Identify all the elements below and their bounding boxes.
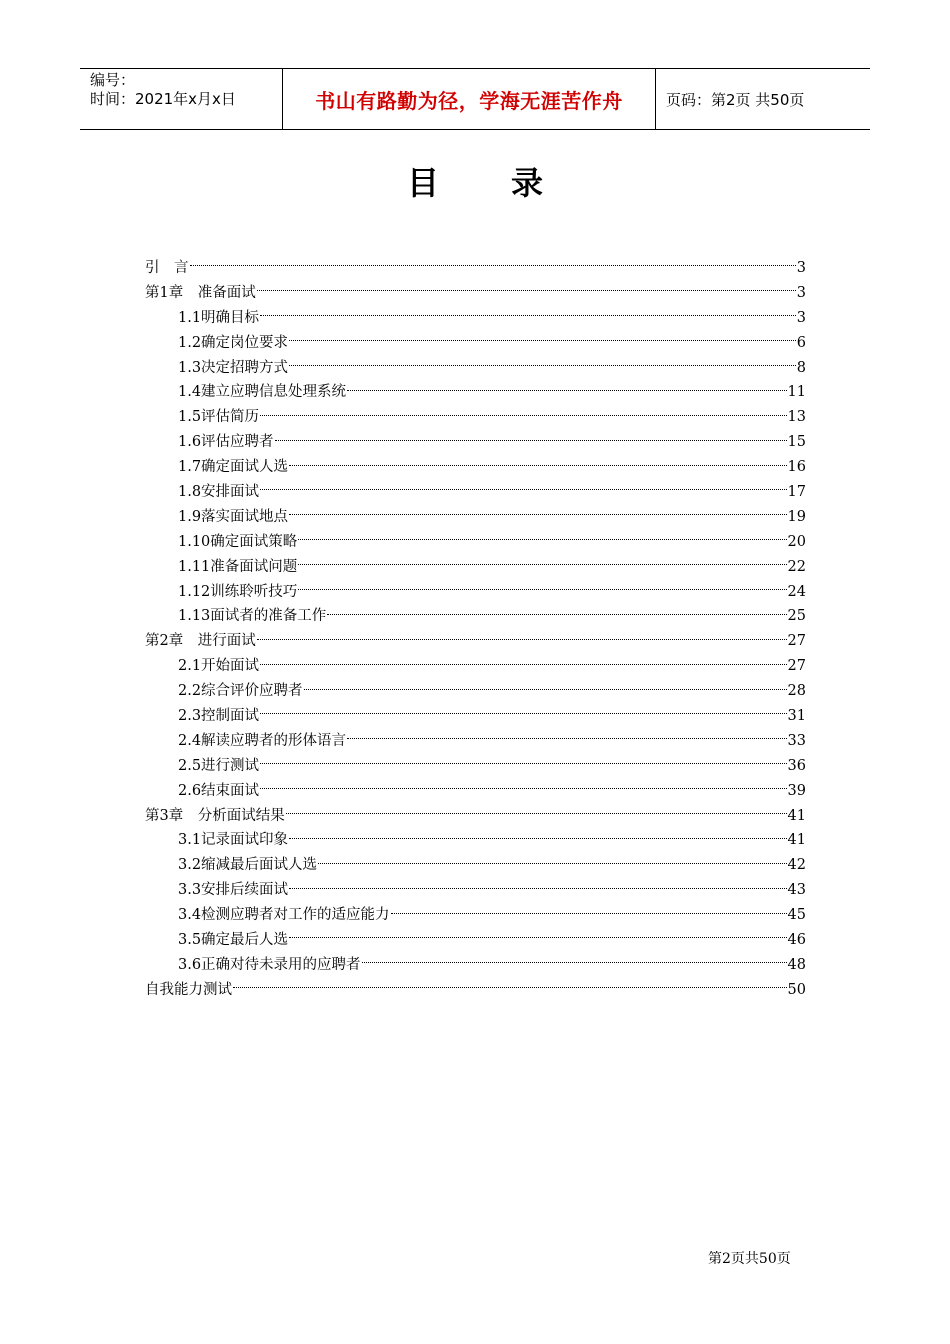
- toc-entry[interactable]: [145, 654, 806, 679]
- toc-entry[interactable]: [145, 356, 806, 381]
- toc-entry-label: 1.13面试者的准备工作: [178, 608, 327, 625]
- toc-entry-label: 1.10确定面试策略: [178, 533, 298, 550]
- toc-leader-dots: [260, 488, 786, 490]
- toc-entry[interactable]: [145, 380, 806, 405]
- toc-entry-label: 1.5评估简历: [178, 409, 260, 426]
- toc-entry[interactable]: [145, 331, 806, 356]
- toc-entry-page: 3: [796, 260, 806, 276]
- toc-entry[interactable]: [145, 580, 806, 605]
- toc-entry-label: 3.4检测应聘者对工作的适应能力: [178, 907, 390, 924]
- toc-entry-page: 43: [787, 882, 806, 899]
- header-page-info: 页码：第2页 共50页: [666, 90, 805, 109]
- toc-entry-page: 3: [796, 284, 806, 301]
- toc-leader-dots: [260, 663, 786, 665]
- toc-entry-label: 3.1记录面试印象: [178, 832, 289, 849]
- page-footer: 第2页共50页: [708, 1251, 791, 1267]
- toc-entry[interactable]: [145, 306, 806, 331]
- title-right-char: 录: [511, 164, 544, 202]
- table-of-contents: [145, 256, 806, 1003]
- toc-entry-label: 第1章 准备面试: [145, 284, 256, 301]
- toc-entry-page: 50: [787, 981, 806, 998]
- toc-entry-page: 20: [787, 533, 806, 550]
- toc-entry-page: 48: [787, 956, 806, 973]
- toc-entry-page: 27: [787, 658, 806, 675]
- toc-leader-dots: [318, 862, 786, 864]
- toc-entry[interactable]: [145, 953, 806, 978]
- toc-entry-label: 3.3安排后续面试: [178, 882, 289, 899]
- toc-entry[interactable]: [145, 779, 806, 804]
- toc-entry[interactable]: [145, 754, 806, 779]
- toc-entry-page: 22: [787, 558, 806, 575]
- toc-entry-page: 24: [787, 583, 806, 600]
- toc-leader-dots: [347, 737, 786, 739]
- toc-entry-label: 1.11准备面试问题: [178, 558, 298, 575]
- toc-entry-label: 1.9落实面试地点: [178, 508, 289, 525]
- page-title: [0, 158, 950, 204]
- toc-entry[interactable]: [145, 978, 806, 1003]
- toc-entry-label: 2.4解读应聘者的形体语言: [178, 732, 347, 749]
- toc-leader-dots: [286, 812, 787, 814]
- toc-entry-page: 3: [796, 309, 806, 326]
- toc-leader-dots: [298, 538, 786, 540]
- toc-leader-dots: [257, 289, 796, 291]
- toc-leader-dots: [260, 787, 786, 789]
- toc-entry[interactable]: [145, 256, 806, 281]
- toc-entry-label: 1.3决定招聘方式: [178, 359, 289, 376]
- toc-entry-page: 31: [787, 708, 806, 725]
- toc-entry-label: 2.1开始面试: [178, 658, 260, 675]
- toc-entry-label: 2.2综合评价应聘者: [178, 683, 303, 700]
- toc-leader-dots: [190, 264, 796, 266]
- header-motto: 书山有路勤为径，学海无涯苦作舟: [282, 69, 656, 129]
- toc-entry-page: 15: [787, 434, 806, 451]
- toc-entry[interactable]: [145, 455, 806, 480]
- toc-entry[interactable]: [145, 505, 806, 530]
- toc-entry-page: 28: [787, 683, 806, 700]
- toc-leader-dots: [289, 887, 786, 889]
- toc-entry-page: 8: [796, 359, 806, 376]
- toc-entry[interactable]: [145, 928, 806, 953]
- toc-entry-page: 45: [787, 907, 806, 924]
- toc-entry-page: 27: [787, 633, 806, 650]
- toc-entry[interactable]: [145, 679, 806, 704]
- toc-leader-dots: [260, 712, 786, 714]
- toc-entry-page: 25: [787, 608, 806, 625]
- page-header: [80, 68, 870, 130]
- toc-leader-dots: [362, 961, 787, 963]
- toc-entry-label: 2.5进行测试: [178, 757, 260, 774]
- toc-entry-label: 1.7确定面试人选: [178, 459, 289, 476]
- title-left-char: 目: [406, 164, 439, 202]
- toc-entry[interactable]: [145, 430, 806, 455]
- toc-entry-label: 3.2缩减最后面试人选: [178, 857, 318, 874]
- toc-leader-dots: [275, 439, 787, 441]
- toc-entry-page: 13: [787, 409, 806, 426]
- toc-entry-page: 42: [787, 857, 806, 874]
- toc-leader-dots: [298, 563, 786, 565]
- toc-entry-page: 36: [787, 757, 806, 774]
- toc-entry[interactable]: [145, 480, 806, 505]
- toc-leader-dots: [257, 638, 787, 640]
- toc-entry-page: 41: [787, 807, 806, 824]
- toc-leader-dots: [260, 762, 786, 764]
- toc-entry[interactable]: [145, 629, 806, 654]
- document-time-label: 时间：2021年x月x日: [90, 90, 236, 108]
- toc-entry-label: 第3章 分析面试结果: [145, 807, 285, 824]
- toc-entry-page: 19: [787, 508, 806, 525]
- toc-entry-label: 2.3控制面试: [178, 708, 260, 725]
- toc-entry[interactable]: [145, 604, 806, 629]
- toc-entry-page: 46: [787, 932, 806, 949]
- toc-leader-dots: [347, 389, 786, 391]
- toc-entry-label: 1.1明确目标: [178, 309, 260, 326]
- toc-leader-dots: [289, 837, 786, 839]
- header-meta: [80, 69, 282, 129]
- toc-leader-dots: [304, 688, 787, 690]
- toc-entry-label: 3.6正确对待未录用的应聘者: [178, 956, 361, 973]
- toc-leader-dots: [289, 364, 796, 366]
- toc-entry-label: 1.4建立应聘信息处理系统: [178, 384, 347, 401]
- toc-entry-page: 17: [787, 484, 806, 501]
- toc-leader-dots: [289, 936, 786, 938]
- toc-entry-label: 2.6结束面试: [178, 782, 260, 799]
- toc-entry[interactable]: [145, 530, 806, 555]
- toc-leader-dots: [289, 513, 786, 515]
- toc-entry[interactable]: [145, 555, 806, 580]
- toc-leader-dots: [233, 986, 787, 988]
- toc-entry-label: 1.6评估应聘者: [178, 434, 274, 451]
- toc-entry-label: 1.2确定岗位要求: [178, 334, 289, 351]
- toc-entry-label: 1.8安排面试: [178, 484, 260, 501]
- toc-entry-page: 33: [787, 732, 806, 749]
- toc-entry[interactable]: [145, 704, 806, 729]
- toc-entry-label: 自我能力测试: [145, 981, 232, 998]
- toc-entry-page: 16: [787, 459, 806, 476]
- toc-entry[interactable]: [145, 878, 806, 903]
- toc-entry[interactable]: [145, 903, 806, 928]
- toc-entry-label: 3.5确定最后人选: [178, 932, 289, 949]
- toc-entry[interactable]: [145, 729, 806, 754]
- toc-entry[interactable]: [145, 853, 806, 878]
- toc-leader-dots: [289, 339, 796, 341]
- toc-entry-page: 11: [787, 384, 806, 401]
- toc-entry-label: 1.12训练聆听技巧: [178, 583, 298, 600]
- toc-entry-label: 引 言: [145, 260, 189, 276]
- toc-entry[interactable]: [145, 281, 806, 306]
- document-number-label: 编号：: [90, 71, 136, 89]
- toc-entry[interactable]: [145, 804, 806, 829]
- toc-leader-dots: [289, 464, 786, 466]
- toc-entry[interactable]: [145, 828, 806, 853]
- toc-leader-dots: [391, 912, 787, 914]
- toc-leader-dots: [260, 314, 796, 316]
- toc-entry[interactable]: [145, 405, 806, 430]
- toc-leader-dots: [260, 414, 786, 416]
- toc-leader-dots: [298, 588, 786, 590]
- toc-entry-page: 6: [796, 334, 806, 351]
- toc-entry-label: 第2章 进行面试: [145, 633, 256, 650]
- toc-entry-page: 41: [787, 832, 806, 849]
- toc-entry-page: 39: [787, 782, 806, 799]
- toc-leader-dots: [327, 613, 786, 615]
